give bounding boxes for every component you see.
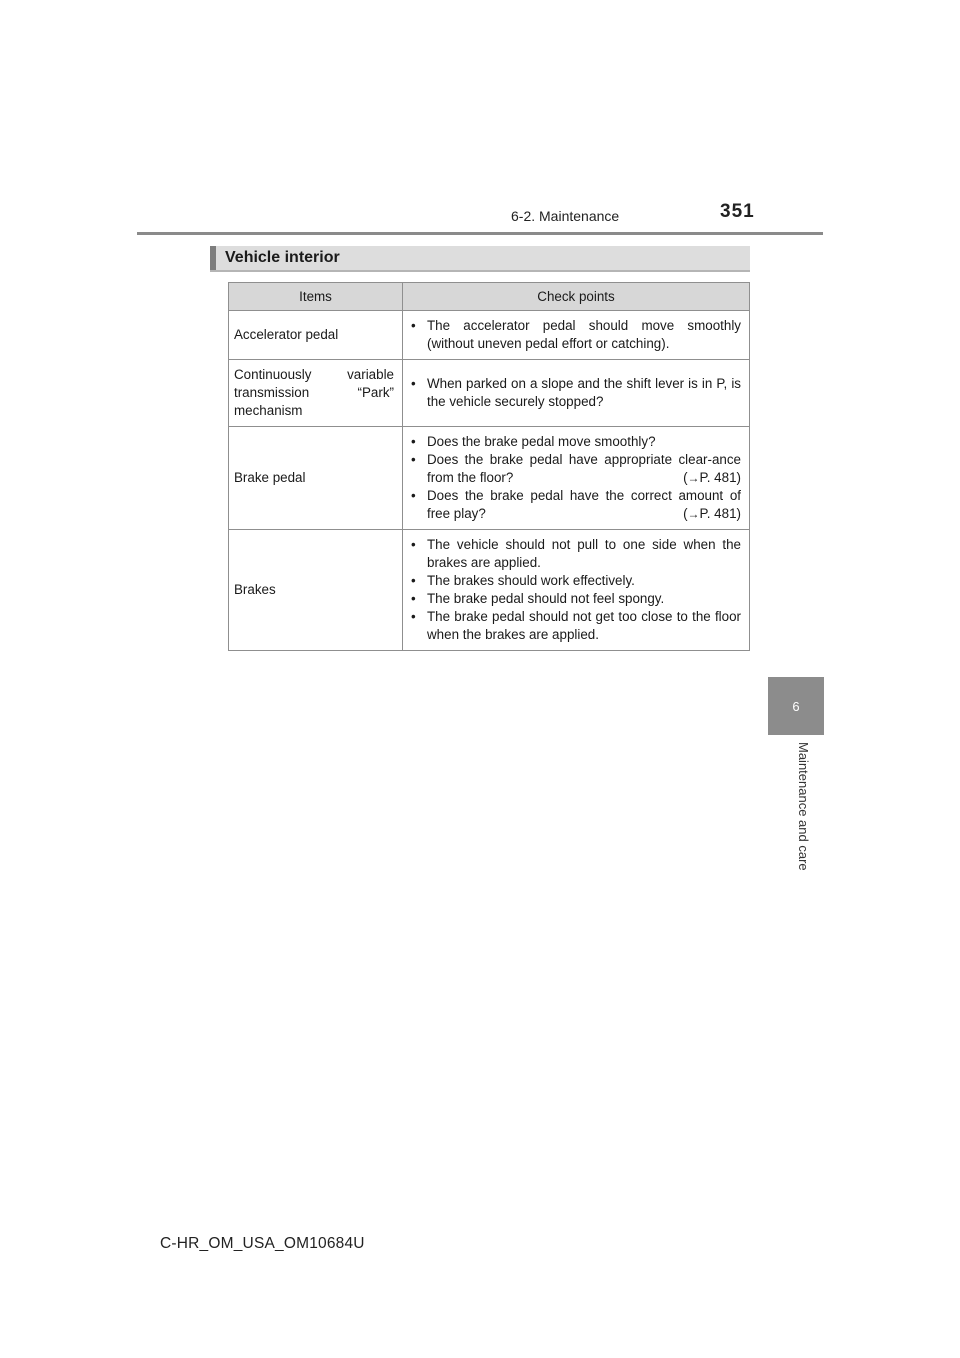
table-row	[229, 530, 750, 651]
section-heading-bar	[210, 246, 750, 272]
document-code: C-HR_OM_USA_OM10684U	[160, 1235, 365, 1252]
check-points-table	[228, 282, 750, 651]
check-point	[411, 590, 741, 608]
table-row	[229, 360, 750, 427]
check-point	[411, 375, 741, 411]
row-check-points	[403, 427, 750, 530]
row-check-points	[403, 311, 750, 360]
header-divider	[137, 232, 823, 235]
table-row	[229, 427, 750, 530]
chapter-number: 6	[792, 698, 800, 714]
arrow-right-icon: →	[687, 471, 700, 485]
table-header-row	[229, 283, 750, 311]
row-item: Accelerator pedal	[229, 311, 403, 360]
table-row	[229, 311, 750, 360]
check-point-text: When parked on a slope and the shift lever is in P, is the vehicle securely stopped?	[427, 376, 741, 409]
column-header-items: Items	[229, 283, 403, 311]
row-item: Brakes	[229, 530, 403, 651]
check-point	[411, 451, 741, 487]
header-section-title: 6-2. Maintenance	[511, 208, 620, 224]
check-point-text: The vehicle should not pull to one side when the brakes are applied.	[427, 537, 741, 570]
page-reference[interactable]: (→P. 481)	[683, 506, 741, 521]
row-item: Brake pedal	[229, 427, 403, 530]
check-point-text: The brake pedal should not feel spongy.	[427, 591, 665, 606]
section-heading-accent	[210, 246, 216, 270]
check-point	[411, 433, 741, 451]
column-header-check-points: Check points	[403, 283, 750, 311]
section-heading: Vehicle interior	[225, 249, 340, 266]
row-item: Continuously variable transmission “Park” mechanism	[229, 360, 403, 427]
check-point	[411, 317, 741, 353]
check-point-text: Does the brake pedal have the correct amount of free play?	[427, 488, 741, 521]
page-reference-text: P. 481	[699, 506, 737, 521]
row-check-points	[403, 360, 750, 427]
chapter-tab	[768, 677, 824, 735]
page-number: 351	[720, 201, 755, 222]
chapter-title: Maintenance and care	[796, 742, 811, 871]
row-check-points	[403, 530, 750, 651]
check-point	[411, 608, 741, 644]
check-point-text: Does the brake pedal move smoothly?	[427, 434, 656, 449]
page-reference[interactable]: (→P. 481)	[683, 470, 741, 485]
check-point-text: The accelerator pedal should move smoothly (without uneven pedal effort or catching).	[427, 318, 741, 351]
check-point	[411, 487, 741, 523]
check-point-text: The brake pedal should not get too close to the floor when the brakes are applied.	[427, 609, 741, 642]
page-reference-text: P. 481	[699, 470, 737, 485]
check-point	[411, 536, 741, 572]
check-point-text: Does the brake pedal have appropriate clear-ance from the floor?	[427, 452, 741, 485]
check-point	[411, 572, 741, 590]
arrow-right-icon: →	[687, 507, 700, 521]
check-point-text: The brakes should work effectively.	[427, 573, 635, 588]
